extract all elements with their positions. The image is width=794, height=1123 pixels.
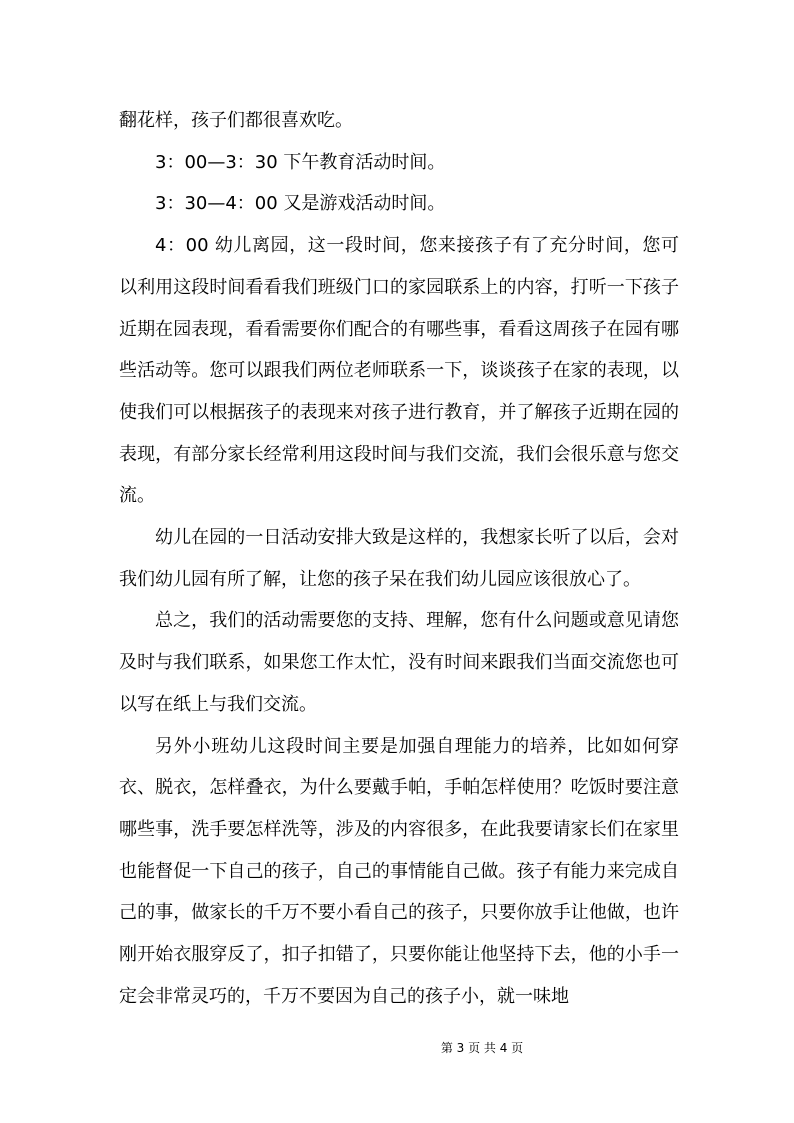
- paragraph-7: 另外小班幼儿这段时间主要是加强自理能力的培养，比如如何穿衣、脱衣，怎样叠衣，为什么要戴手帕，手帕怎样使用？吃饭时要注意哪些事，洗手要怎样洗等，涉及的内容很多，在此我要请家长们在家里也能督促一下自己的孩子，自己的事情能自己做。孩子有能力来完成自己的事，做家长的千万不要小看自己的孩子，只要你放手让他做，也许刚开始衣服穿反了，扣子扣错了，只要你能让他坚持下去，他的小手一定会非常灵巧的，千万不要因为自己的孩子小，就一味地: [119, 735, 679, 1007]
- paragraph-4: 4：00 幼儿离园，这一段时间，您来接孩子有了充分时间，您可以利用这段时间看看我们班级门口的家园联系上的内容，打听一下孩子近期在园表现，看看需要你们配合的有哪些事，看看这周孩子在园有哪些活动等。您可以跟我们两位老师联系一下，谈谈孩子在家的表现，以使我们可以根据孩子的表现来对孩子进行教育，并了解孩子近期在园的表现，有部分家长经常利用这段时间与我们交流，我们会很乐意与您交流。: [119, 235, 679, 507]
- page-footer: [0, 1040, 794, 1056]
- paragraph-5: 幼儿在园的一日活动安排大致是这样的，我想家长听了以后，会对我们幼儿园有所了解，让您的孩子呆在我们幼儿园应该很放心了。: [119, 527, 679, 590]
- paragraph-3: 3：30—4：00 又是游戏活动时间。: [155, 193, 446, 215]
- document-body: [119, 100, 679, 1017]
- paragraph-2: 3：00—3：30 下午教育活动时间。: [155, 151, 446, 173]
- page-number-label: 第 3 页 共 4 页: [440, 1041, 524, 1055]
- paragraph-6: 总之，我们的活动需要您的支持、理解，您有什么问题或意见请您及时与我们联系，如果您工作太忙，没有时间来跟我们当面交流您也可以写在纸上与我们交流。: [119, 610, 679, 715]
- paragraph-1: 翻花样，孩子们都很喜欢吃。: [119, 110, 353, 131]
